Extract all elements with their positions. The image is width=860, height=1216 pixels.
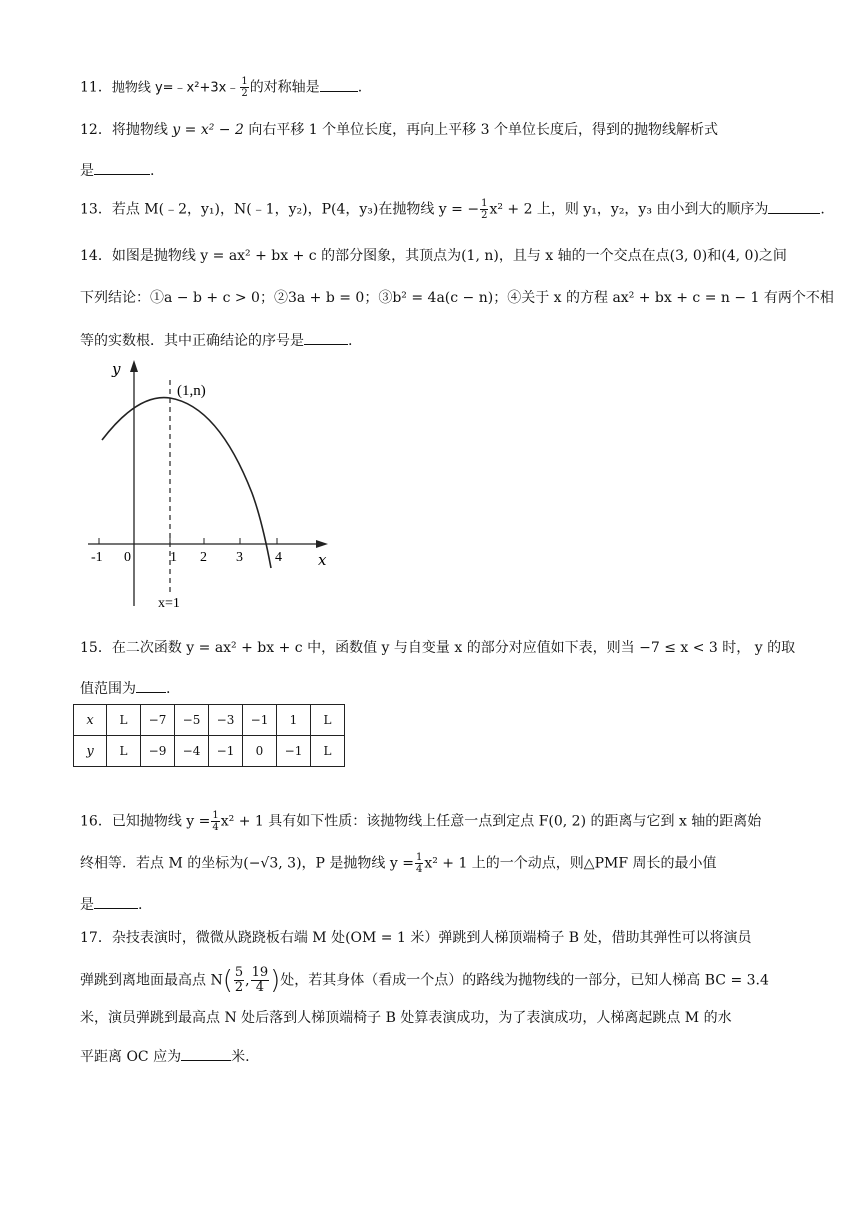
symmetry-axis-label: x=1 (158, 596, 180, 610)
table-row-y (74, 736, 345, 767)
table-header-x: x (74, 705, 107, 736)
parabola-graph (84, 358, 334, 610)
x-axis-label: x (318, 551, 327, 569)
q12-answer-blank[interactable] (94, 160, 150, 175)
tick-label-2: 2 (200, 550, 207, 565)
q17-n-y: $\frac{19}{4}$ (251, 965, 269, 995)
q16-answer-blank[interactable] (94, 894, 138, 909)
question-14: 14．如图是抛物线 y = ax² + bx + c 的部分图象，其顶点为(1, n)，且与 x 轴的一个交点在点(3, 0)和(4, 0)之间 (80, 248, 787, 264)
q17-n-x: $\frac{5}{2}$ (234, 965, 244, 995)
question-16-line3: 是 . (80, 894, 780, 915)
table-cell: −1 (243, 705, 277, 736)
value-table (73, 704, 345, 767)
table-cell: −1 (209, 736, 243, 767)
q15-answer-blank[interactable] (136, 678, 166, 693)
q12-number: 12． (80, 122, 112, 138)
table-header-y: y (74, 736, 107, 767)
table-cell: L (107, 736, 141, 767)
q11-fraction: $\frac{1}{2}$ (241, 76, 248, 99)
q11-text-a: 抛物线 y=﹣x²+3x﹣ (111, 80, 240, 96)
q16-fraction: $\frac{1}{4}$ (212, 810, 219, 833)
table-cell: −4 (175, 736, 209, 767)
question-17-line4: 平距离 OC 应为 米. (80, 1046, 780, 1067)
q16-fraction-2: $\frac{1}{4}$ (415, 852, 423, 875)
y-axis-arrow (130, 360, 138, 372)
tick-label-minus1: -1 (91, 550, 103, 565)
question-15: 15．在二次函数 y = ax² + bx + c 中，函数值 y 与自变量 x 的部分对应值如下表，则当 −7 ≤ x < 3 时， y 的取 (80, 640, 796, 656)
parabola-curve (102, 398, 271, 568)
question-12-line2: 是 . (80, 160, 780, 181)
q14-number: 14． (80, 248, 112, 264)
table-cell: 1 (277, 705, 311, 736)
tick-label-1: 1 (170, 550, 177, 565)
question-13: 13．若点 M(﹣2，y₁)，N(﹣1，y₂)，P(4，y₃)在抛物线 y = − $\frac{1}{2}$ x² + 2 上，则 y₁，y₂，y₃ 由小到大的顺序为 . (80, 198, 825, 221)
table-cell: 0 (243, 736, 277, 767)
q13-answer-blank[interactable] (768, 199, 820, 214)
q14-answer-blank[interactable] (304, 330, 348, 345)
q13-number: 13． (80, 201, 112, 218)
y-axis-label: y (112, 360, 121, 378)
vertex-label: (1,n) (177, 383, 206, 399)
table-row-x (74, 705, 345, 736)
question-16-line2: 终相等．若点 M 的坐标为(−√3, 3)，P 是抛物线 y = $\frac{1}{4}$ x² + 1 上的一个动点，则△PMF 周长的最小值 (80, 852, 717, 875)
q11-answer-blank[interactable] (320, 77, 358, 92)
table-cell: L (311, 736, 345, 767)
table-cell: −1 (277, 736, 311, 767)
tick-label-0: 0 (124, 550, 131, 565)
table-cell: L (311, 705, 345, 736)
tick-label-3: 3 (236, 550, 243, 565)
tick-label-4: 4 (275, 550, 282, 565)
table-cell: −7 (141, 705, 175, 736)
q17-answer-blank[interactable] (181, 1046, 231, 1061)
q17-number: 17． (80, 930, 112, 946)
question-15-line2: 值范围为 . (80, 678, 780, 699)
x-axis-arrow (316, 540, 328, 548)
q11-text-b: 的对称轴是 (249, 79, 320, 96)
table-cell: −9 (141, 736, 175, 767)
question-11: 11．抛物线 y=﹣x²+3x﹣ $\frac{1}{2}$ 的对称轴是 . (80, 76, 363, 99)
question-14-line3: 等的实数根．其中正确结论的序号是 . (80, 330, 780, 351)
question-16: 16．已知抛物线 y = $\frac{1}{4}$ x² + 1 具有如下性质：该抛物线上任意一点到定点 F(0, 2) 的距离与它到 x 轴的距离始 (80, 810, 762, 833)
q16-number: 16． (80, 813, 112, 830)
table-cell: −3 (209, 705, 243, 736)
q11-number: 11． (80, 79, 112, 96)
q15-number: 15． (80, 640, 112, 656)
question-17: 17．杂技表演时，微微从跷跷板右端 M 处(OM = 1 米）弹跳到人梯顶端椅子 B 处，借助其弹性可以将演员 (80, 930, 752, 946)
table-cell: L (107, 705, 141, 736)
question-17-line3: 米，演员弹跳到最高点 N 处后落到人梯顶端椅子 B 处算表演成功，为了表演成功，人梯离起跳点 M 的水 (80, 1010, 732, 1026)
table-cell: −5 (175, 705, 209, 736)
question-17-line2: 弹跳到离地面最高点 N( $\frac{5}{2}$ , $\frac{19}{4}$ )处，若其身体（看成一个点）的路线为抛物线的一部分，已知人梯高 BC = 3.4 (80, 965, 769, 996)
question-14-line2: 下列结论：①a − b + c > 0；②3a + b = 0；③b² = 4a(c − n)；④关于 x 的方程 ax² + bx + c = n − 1 有两个不相 (80, 290, 834, 306)
q13-fraction: $\frac{1}{2}$ (481, 198, 488, 221)
question-12: 12．将抛物线 y = x² − 2 向右平移 1 个单位长度，再向上平移 3 个单位长度后，得到的抛物线解析式 (80, 122, 718, 138)
q12-expression: y = x² − 2 (172, 122, 244, 138)
